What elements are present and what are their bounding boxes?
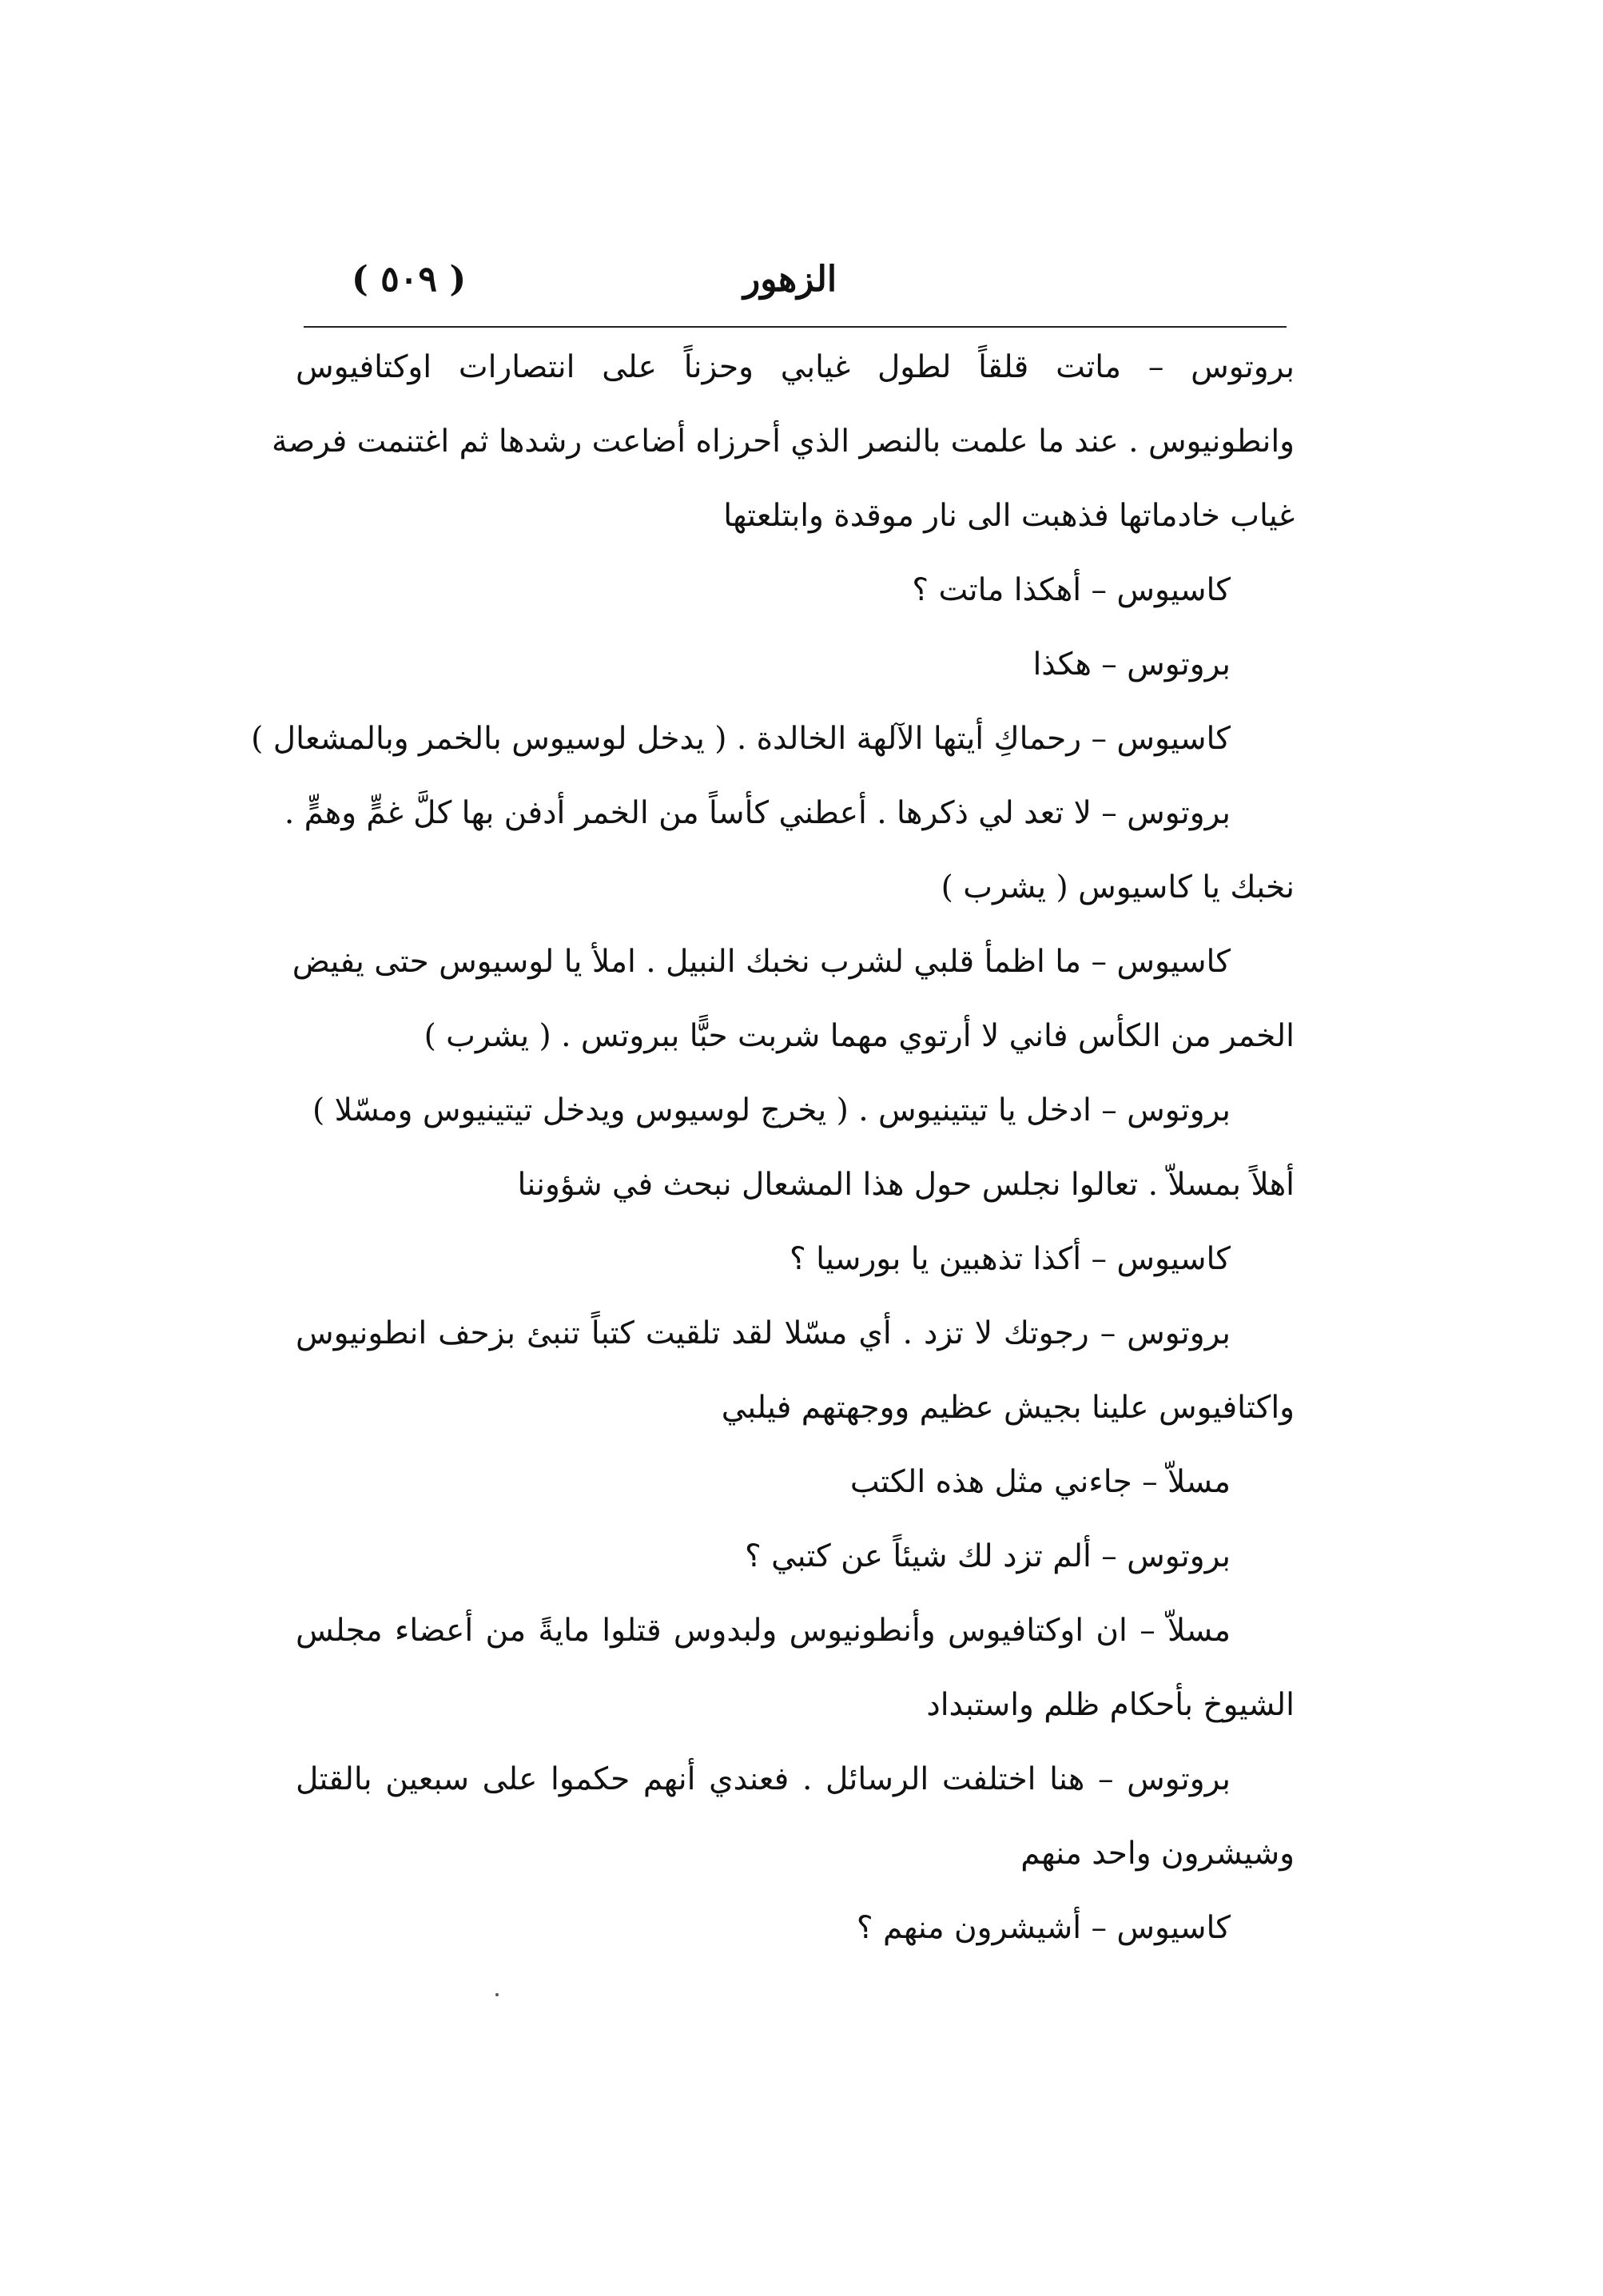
text-line: بروتوس – ادخل يا تيتينيوس . ( يخرج لوسيوس ويدخل تيتينيوس ومسّلا )	[312, 1092, 1231, 1128]
text-line: بروتوس – رجوتك لا تزد . أي مسّلا لقد تلقيت كتباً تنبئ بزحف انطونيوس	[296, 1315, 1231, 1351]
text-line: كاسيوس – أشيشرون منهم ؟	[856, 1910, 1231, 1946]
page-number: ( ٥٠٩ )	[352, 259, 467, 300]
text-line: وشيشرون واحد منهم	[1020, 1836, 1295, 1872]
text-line: مسلاّ – جاءني مثل هذه الكتب	[849, 1464, 1231, 1500]
text-line: بروتوس – لا تعد لي ذكرها . أعطني كأساً من الخمر أدفن بها كلَّ غمٍّ وهمٍّ .	[284, 795, 1231, 831]
text-line: الشيوخ بأحكام ظلم واستبداد	[926, 1687, 1295, 1723]
text-line: بروتوس – هكذا	[1032, 647, 1231, 682]
header-rule	[304, 326, 1287, 328]
scan-speck	[495, 1993, 499, 1996]
text-line: كاسيوس – رحماكِ أيتها الآلهة الخالدة . ( يدخل لوسيوس بالخمر وبالمشعال )	[251, 721, 1231, 757]
text-line: واكتافيوس علينا بجيش عظيم ووجهتهم فيلبي	[721, 1390, 1295, 1426]
text-line: كاسيوس – ما اظمأ قلبي لشرب نخبك النبيل . املأ يا لوسيوس حتى يفيض	[292, 944, 1231, 980]
text-line: بروتوس – ماتت قلقاً لطول غيابي وحزناً على انتصارات اوكتافيوس	[296, 349, 1295, 385]
text-line: بروتوس – هنا اختلفت الرسائل . فعندي أنهم حكموا على سبعين بالقتل	[296, 1761, 1231, 1797]
text-line: الخمر من الكأس فاني لا أرتوي مهما شربت حبًّا ببروتس . ( يشرب )	[424, 1018, 1295, 1054]
page-header	[296, 256, 1295, 320]
text-line: غياب خادماتها فذهبت الى نار موقدة وابتلعتها	[723, 498, 1295, 534]
text-line: أهلاً بمسلاّ . تعالوا نجلس حول هذا المشعال نبحث في شؤوننا	[517, 1167, 1295, 1203]
text-line: كاسيوس – أكذا تذهبين يا بورسيا ؟	[790, 1241, 1231, 1277]
text-line: بروتوس – ألم تزد لك شيئاً عن كتبي ؟	[744, 1538, 1231, 1574]
text-line: كاسيوس – أهكذا ماتت ؟	[912, 572, 1231, 608]
running-title: الزهور	[743, 259, 837, 300]
text-line: مسلاّ – ان اوكتافيوس وأنطونيوس ولبدوس قتلوا مايةً من أعضاء مجلس	[296, 1613, 1231, 1649]
text-line: وانطونيوس . عند ما علمت بالنصر الذي أحرزاه أضاعت رشدها ثم اغتنمت فرصة	[272, 424, 1295, 460]
text-line: نخبك يا كاسيوس ( يشرب )	[941, 869, 1295, 905]
